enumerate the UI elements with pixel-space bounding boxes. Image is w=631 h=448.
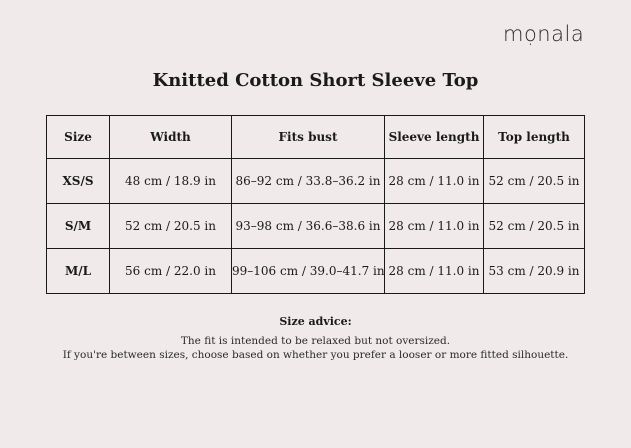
fits-bust-cell: 86–92 cm / 33.8–36.2 in <box>232 159 385 204</box>
width-cell: 52 cm / 20.5 in <box>110 204 232 249</box>
brand-logo: mọnala <box>503 22 585 46</box>
width-cell: 48 cm / 18.9 in <box>110 159 232 204</box>
table-row <box>47 159 585 204</box>
fits-bust-cell: 99–106 cm / 39.0–41.7 in <box>232 249 385 294</box>
size-cell: XS/S <box>47 159 110 204</box>
top-length-cell: 52 cm / 20.5 in <box>484 204 585 249</box>
column-header-top-length: Top length <box>484 116 585 159</box>
sleeve-length-cell: 28 cm / 11.0 in <box>385 249 484 294</box>
size-advice-text: The fit is intended to be relaxed but not oversized. <box>180 335 451 347</box>
sleeve-length-cell: 28 cm / 11.0 in <box>385 204 484 249</box>
top-length-cell: 52 cm / 20.5 in <box>484 159 585 204</box>
table-header-row <box>47 116 585 159</box>
column-header-sleeve-length: Sleeve length <box>385 116 484 159</box>
size-chart-table <box>46 115 585 294</box>
column-header-fits-bust: Fits bust <box>232 116 385 159</box>
size-advice-heading: Size advice: <box>279 315 352 328</box>
table-row <box>47 204 585 249</box>
width-cell: 56 cm / 22.0 in <box>110 249 232 294</box>
size-cell: M/L <box>47 249 110 294</box>
table-row <box>47 249 585 294</box>
column-header-size: Size <box>47 116 110 159</box>
page-title: Knitted Cotton Short Sleeve Top <box>152 70 479 91</box>
column-header-width: Width <box>110 116 232 159</box>
sleeve-length-cell: 28 cm / 11.0 in <box>385 159 484 204</box>
size-advice-text: If you're between sizes, choose based on whether you prefer a looser or more fitted silhouette. <box>62 349 569 361</box>
size-cell: S/M <box>47 204 110 249</box>
fits-bust-cell: 93–98 cm / 36.6–38.6 in <box>232 204 385 249</box>
top-length-cell: 53 cm / 20.9 in <box>484 249 585 294</box>
